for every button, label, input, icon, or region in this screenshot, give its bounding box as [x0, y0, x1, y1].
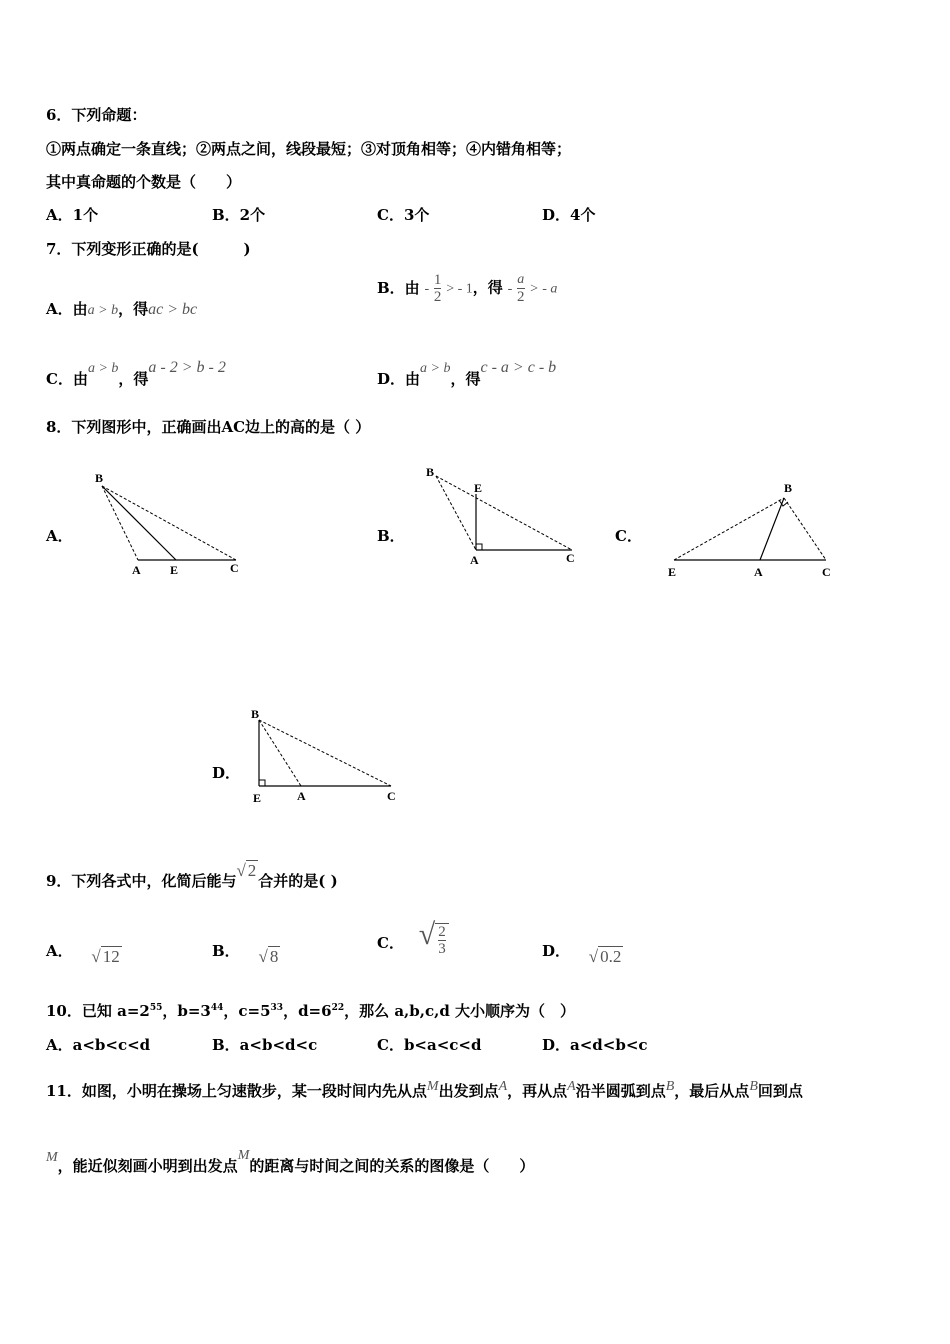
- q8b-point-b: B: [426, 465, 435, 479]
- q8d-point-b: B: [251, 707, 260, 721]
- q11-line2: M，能近似刻画小明到出发点M的距离与时间之间的关系的图像是（ ）: [46, 1148, 535, 1175]
- q8c-point-e: E: [668, 565, 677, 579]
- q7-option-d: D．由a > b，得c - a > c - b: [377, 359, 557, 388]
- q8-stem: 8．下列图形中，正确画出AC边上的高的是（ ）: [46, 418, 371, 436]
- q6-list: ①两点确定一条直线；②两点之间，线段最短；③对顶角相等；④内错角相等；: [46, 140, 572, 158]
- q8d-point-a: A: [297, 789, 306, 803]
- q9-option-b: B． √ 8: [212, 942, 279, 966]
- q8d-point-c: C: [387, 789, 396, 803]
- q8a-point-b: B: [95, 471, 104, 485]
- q8-option-c-label: C．: [615, 527, 642, 545]
- q10-option-c: C．b<a<c<d: [377, 1036, 482, 1054]
- q8b-point-a: A: [470, 553, 479, 567]
- q8-figure-c: [660, 476, 840, 586]
- q8b-point-c: C: [566, 551, 575, 565]
- q8-figure-a: [90, 470, 250, 580]
- q10-stem: 10．已知 $a=2^{55}$，$b=3^{44}$，$c=5^{33}$，$d=6^{22}$，那么 a,b,c,d 大小顺序为（ ）: [46, 1002, 576, 1020]
- q10-option-a: A．a<b<c<d: [46, 1036, 151, 1054]
- q8-option-a-label: A．: [46, 527, 73, 545]
- q8-option-d-label: D．: [212, 764, 241, 782]
- q8d-point-e: E: [253, 791, 262, 805]
- q6-option-d: D．4个: [542, 206, 596, 224]
- q8-figure-d: [245, 702, 415, 812]
- q7-option-c: C．由a > b，得a - 2 > b - 2: [46, 359, 226, 388]
- q8b-point-e: E: [474, 481, 483, 495]
- q10-option-b: B．a<b<d<c: [212, 1036, 318, 1054]
- q8c-point-a: A: [754, 565, 763, 579]
- q9-option-a: A． √ 12: [46, 942, 120, 966]
- q9-option-d: D． √ 0.2: [542, 942, 622, 966]
- q9-stem: 9．下列各式中，化简后能与√ 2合并的是( ): [46, 861, 338, 890]
- q6-stem: 6．下列命题：: [46, 106, 147, 124]
- q8a-point-a: A: [132, 563, 141, 577]
- q6-option-c: C．3个: [377, 206, 430, 224]
- q6-ask: 其中真命题的个数是（ ）: [46, 173, 242, 191]
- q7-option-b: B．由 - $\frac{1}{2}$ > - 1，得 - $\frac{a}{2}$ > - a: [377, 272, 558, 305]
- q8a-point-e: E: [170, 563, 179, 577]
- q8a-point-c: C: [230, 561, 239, 575]
- q8-figure-b: [420, 460, 590, 570]
- q6-option-b: B．2个: [212, 206, 266, 224]
- q9-option-c: C． √ $\frac{2}{3}$: [377, 918, 449, 957]
- q8c-point-b: B: [784, 481, 793, 495]
- q8c-point-c: C: [822, 565, 831, 579]
- q7-stem: 7．下列变形正确的是( ): [46, 240, 251, 258]
- q11-line1: 11．如图，小明在操场上匀速散步，某一段时间内先从点M出发到点A，再从点A沿半圆弧到点B，最后从点B回到点: [46, 1079, 803, 1100]
- q8-option-b-label: B．: [377, 527, 405, 545]
- q6-option-a: A．1个: [46, 206, 99, 224]
- q10-option-d: D．a<d<b<c: [542, 1036, 648, 1054]
- q7-option-a: A．由a > b，得ac > bc: [46, 300, 198, 318]
